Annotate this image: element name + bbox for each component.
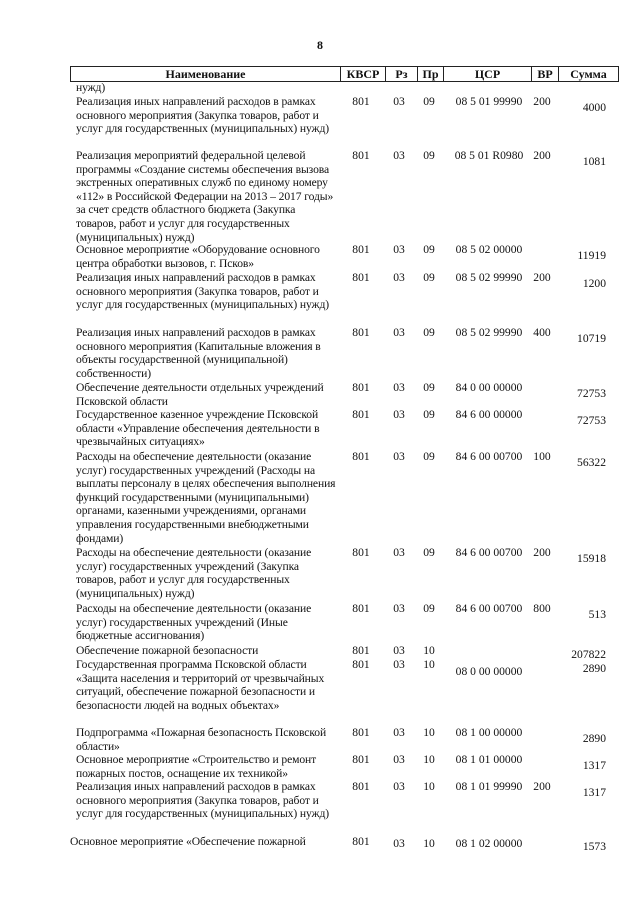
row-csr: 84 6 00 00700	[455, 450, 523, 463]
row-rz: 03	[393, 644, 405, 657]
row-name: Подпрограмма «Пожарная безопасность Псковской области»	[76, 726, 327, 753]
row-csr: 84 6 00 00700	[455, 602, 523, 615]
row-csr: 08 1 02 00000	[455, 837, 523, 850]
row-csr: 08 5 01 99990	[455, 95, 523, 108]
row-sum: 56322	[577, 456, 606, 469]
row-pr: 09	[423, 243, 435, 256]
row-rz: 03	[393, 381, 405, 394]
row-name: Расходы на обеспечение деятельности (оказание услуг) государственных учреждений (Расходы на выплаты персоналу в целях обеспечения выполнения функций государственными (муниципальными) органами, казенными учреждениями, органами управления государственными внебюджетными фондами)	[76, 450, 336, 545]
row-kvsr: 801	[352, 95, 370, 108]
row-vr: 200	[533, 149, 551, 162]
row-sum: 1317	[582, 759, 606, 772]
row-rz: 03	[393, 602, 405, 615]
row-pr: 09	[423, 271, 435, 284]
row-name: Реализация иных направлений расходов в рамках основного мероприятия (Капитальные вложения в объекты государственной (муниципальной) собственности)	[76, 326, 321, 380]
row-sum: 11919	[577, 249, 606, 262]
row-rz: 03	[393, 546, 405, 559]
row-kvsr: 801	[352, 149, 370, 162]
row-vr: 200	[533, 780, 551, 793]
row-vr: 400	[533, 326, 551, 339]
row-rz: 03	[393, 837, 405, 850]
row-rz: 03	[393, 271, 405, 284]
row-name: нужд)	[76, 81, 106, 94]
header-kvsr: КВСР	[341, 67, 386, 81]
row-sum: 1200	[582, 277, 606, 290]
row-kvsr: 801	[352, 835, 370, 848]
row-csr: 08 0 00 00000	[455, 665, 523, 678]
row-csr: 08 5 01 R0980	[454, 149, 524, 162]
row-kvsr: 801	[352, 243, 370, 256]
row-kvsr: 801	[352, 450, 370, 463]
row-csr: 84 6 00 00700	[455, 546, 523, 559]
row-name: Государственная программа Псковской области «Защита населения и территорий от чрезвычайных ситуаций, обеспечение пожарной безопасности и безопасности людей на водных объектах»	[76, 658, 325, 712]
row-sum: 2890	[582, 732, 606, 745]
row-rz: 03	[393, 726, 405, 739]
row-sum: 2890	[582, 662, 606, 675]
row-csr: 08 1 01 00000	[455, 753, 523, 766]
row-vr: 200	[533, 271, 551, 284]
row-name: Обеспечение пожарной безопасности	[76, 644, 259, 657]
row-sum: 72753	[577, 387, 606, 400]
row-kvsr: 801	[352, 546, 370, 559]
row-sum: 513	[588, 608, 606, 621]
row-rz: 03	[393, 658, 405, 671]
row-csr: 08 1 00 00000	[455, 726, 523, 739]
row-pr: 10	[423, 658, 435, 671]
header-pr: Пр	[418, 67, 444, 81]
page-number: 8	[317, 38, 323, 52]
row-vr: 100	[533, 450, 551, 463]
row-name: Реализация иных направлений расходов в рамках основного мероприятия (Закупка товаров, работ и услуг для государственных (муниципальных) нужд)	[76, 271, 330, 312]
row-pr: 10	[423, 780, 435, 793]
row-name: Реализация мероприятий федеральной целевой программы «Создание системы обеспечения вызова экстренных оперативных служб по единому номеру «112» в Российской Федерации на 2013 – 2017 годы» за счет средств областного бюджета (Закупка товаров, работ и услуг для государственных (муниципальных) нужд)	[76, 149, 334, 244]
row-kvsr: 801	[352, 271, 370, 284]
row-name: Реализация иных направлений расходов в рамках основного мероприятия (Закупка товаров, работ и услуг для государственных (муниципальных) нужд)	[76, 95, 330, 136]
row-vr: 800	[533, 602, 551, 615]
row-sum: 207822	[571, 648, 606, 661]
row-pr: 09	[423, 149, 435, 162]
row-sum: 1573	[582, 840, 606, 853]
row-pr: 09	[423, 408, 435, 421]
row-name: Реализация иных направлений расходов в рамках основного мероприятия (Закупка товаров, работ и услуг для государственных (муниципальных) нужд)	[76, 780, 330, 821]
row-pr: 10	[423, 644, 435, 657]
table-header	[70, 66, 619, 82]
row-kvsr: 801	[352, 408, 370, 421]
row-csr: 08 5 02 99990	[455, 271, 523, 284]
row-rz: 03	[393, 149, 405, 162]
row-sum: 72753	[577, 414, 606, 427]
row-pr: 09	[423, 95, 435, 108]
row-csr: 84 0 00 00000	[455, 381, 523, 394]
row-rz: 03	[393, 408, 405, 421]
row-name: Основное мероприятие «Обеспечение пожарной	[70, 835, 306, 848]
row-rz: 03	[393, 753, 405, 766]
row-kvsr: 801	[352, 326, 370, 339]
header-sum: Сумма	[570, 67, 607, 81]
row-rz: 03	[393, 450, 405, 463]
row-name: Расходы на обеспечение деятельности (оказание услуг) государственных учреждений (Иные бюджетные ассигнования)	[76, 602, 312, 643]
row-kvsr: 801	[352, 602, 370, 615]
row-name: Обеспечение деятельности отдельных учреждений Псковской области	[76, 381, 324, 408]
row-vr: 200	[533, 95, 551, 108]
row-vr: 200	[533, 546, 551, 559]
row-pr: 10	[423, 726, 435, 739]
row-pr: 10	[423, 753, 435, 766]
header-vr: ВР	[532, 67, 559, 81]
row-sum: 4000	[582, 101, 606, 114]
row-csr: 84 6 00 00000	[455, 408, 523, 421]
row-name: Основное мероприятие «Оборудование основного центра обработки вызовов, г. Псков»	[76, 243, 320, 270]
row-sum: 10719	[577, 332, 606, 345]
row-sum: 1081	[582, 155, 606, 168]
row-pr: 09	[423, 326, 435, 339]
row-csr: 08 5 02 99990	[455, 326, 523, 339]
row-kvsr: 801	[352, 644, 370, 657]
row-pr: 09	[423, 381, 435, 394]
row-kvsr: 801	[352, 780, 370, 793]
row-name: Основное мероприятие «Строительство и ремонт пожарных постов, оснащение их техникой»	[76, 753, 317, 780]
row-name: Государственное казенное учреждение Псковской области «Управление обеспечения деятельности в чрезвычайных ситуациях»	[76, 408, 320, 449]
header-name: Наименование	[71, 67, 341, 81]
row-pr: 09	[423, 546, 435, 559]
row-pr: 10	[423, 837, 435, 850]
row-kvsr: 801	[352, 726, 370, 739]
row-rz: 03	[393, 780, 405, 793]
row-sum: 15918	[577, 552, 606, 565]
row-csr: 08 5 02 00000	[455, 243, 523, 256]
header-csr: ЦСР	[444, 67, 532, 81]
row-rz: 03	[393, 243, 405, 256]
row-rz: 03	[393, 95, 405, 108]
row-name: Расходы на обеспечение деятельности (оказание услуг) государственных учреждений (Закупка товаров, работ и услуг для государственных (муниципальных) нужд)	[76, 546, 312, 600]
row-kvsr: 801	[352, 753, 370, 766]
row-kvsr: 801	[352, 658, 370, 671]
row-kvsr: 801	[352, 381, 370, 394]
row-pr: 09	[423, 602, 435, 615]
row-pr: 09	[423, 450, 435, 463]
row-sum: 1317	[582, 786, 606, 799]
row-csr: 08 1 01 99990	[455, 780, 523, 793]
row-rz: 03	[393, 326, 405, 339]
header-rz: Рз	[386, 67, 418, 81]
